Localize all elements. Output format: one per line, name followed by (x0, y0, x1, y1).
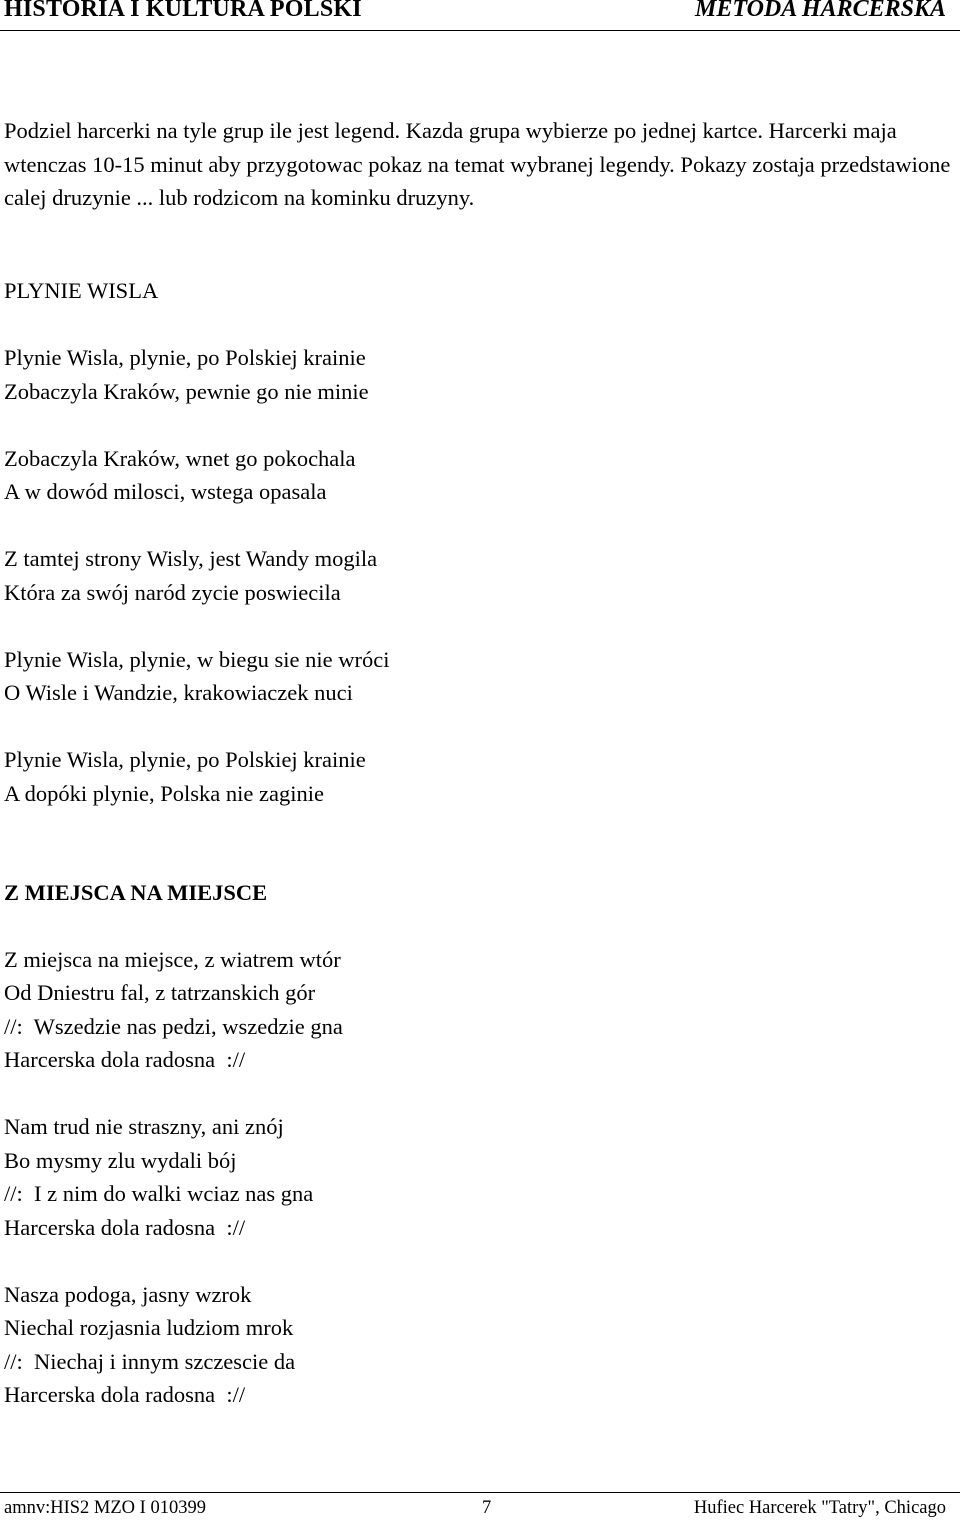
lyric-line: Harcerska dola radosna :// (4, 1382, 246, 1407)
lyric-line: O Wisle i Wandzie, krakowiaczek nuci (4, 680, 353, 705)
lyric-line: Plynie Wisla, plynie, po Polskiej krainie (4, 345, 366, 370)
lyric-line: Harcerska dola radosna :// (4, 1214, 246, 1240)
lyric-line: Nasza podoga, jasny wzrok (4, 1281, 252, 1307)
stanza (4, 1278, 954, 1412)
page-content (4, 114, 954, 1412)
lyric-line: //: Niechaj i innym szczescie da (4, 1348, 296, 1374)
page-number: 7 (482, 1498, 492, 1518)
lyric-line: Nam trud nie straszny, ani znój (4, 1114, 284, 1139)
footer-organization: Hufiec Harcerek "Tatry", Chicago (693, 1498, 946, 1518)
lyric-line: Zobaczyla Kraków, wnet go pokochala (4, 445, 356, 471)
lyric-line: Plynie Wisla, plynie, w biegu sie nie wróci (4, 646, 390, 672)
stanza (4, 943, 954, 1077)
lyric-line: Harcerska dola radosna :// (4, 1047, 246, 1072)
lyric-line: //: I z nim do walki wciaz nas gna (4, 1181, 314, 1206)
page-header (0, 0, 960, 31)
lyric-line: Z tamtej strony Wisly, jest Wandy mogila (4, 546, 378, 571)
stanza (4, 643, 954, 710)
header-section-title: METODA HARCERSKA (695, 0, 946, 22)
lyric-line: //: Wszedzie nas pedzi, wszedzie gna (4, 1013, 343, 1039)
lyric-line: Od Dniestru fal, z tatrzanskich gór (4, 980, 316, 1005)
lyric-line: Z miejsca na miejsce, z wiatrem wtór (4, 946, 341, 972)
song-title: Z MIEJSCA NA MIEJSCE (4, 879, 268, 905)
lyric-line: Niechal rozjasnia ludziom mrok (4, 1315, 294, 1340)
footer-document-code: amnv:HIS2 MZO I 010399 (4, 1498, 206, 1518)
song-plynie-wisla (4, 274, 954, 810)
stanza (4, 442, 954, 509)
lyric-line: Bo mysmy zlu wydali bój (4, 1147, 237, 1173)
header-course-title: HISTORIA I KULTURA POLSKI (4, 0, 362, 22)
page-footer (0, 1492, 960, 1522)
stanza (4, 542, 954, 609)
stanza (4, 743, 954, 810)
lyric-line: Która za swój naród zycie poswiecila (4, 579, 341, 605)
lyric-line: Zobaczyla Kraków, pewnie go nie minie (4, 378, 369, 404)
intro-paragraph: Podziel harcerki na tyle grup ile jest legend. Kazda grupa wybierze po jednej kartce. Harcerki maja wtenczas 10-15 minut aby przygotowac pokaz na temat wybranej legendy. Pokazy zostaja przedstawione calej druzynie ... lub rodzicom na kominku druzyny. (4, 118, 951, 210)
stanza (4, 1110, 954, 1244)
stanza (4, 341, 954, 408)
lyric-line: Plynie Wisla, plynie, po Polskiej krainie (4, 747, 366, 772)
song-z-miejsca-na-miejsce (4, 876, 954, 1412)
lyric-line: A w dowód milosci, wstega opasala (4, 479, 327, 504)
song-title: PLYNIE WISLA (4, 278, 159, 303)
lyric-line: A dopóki plynie, Polska nie zaginie (4, 780, 324, 806)
